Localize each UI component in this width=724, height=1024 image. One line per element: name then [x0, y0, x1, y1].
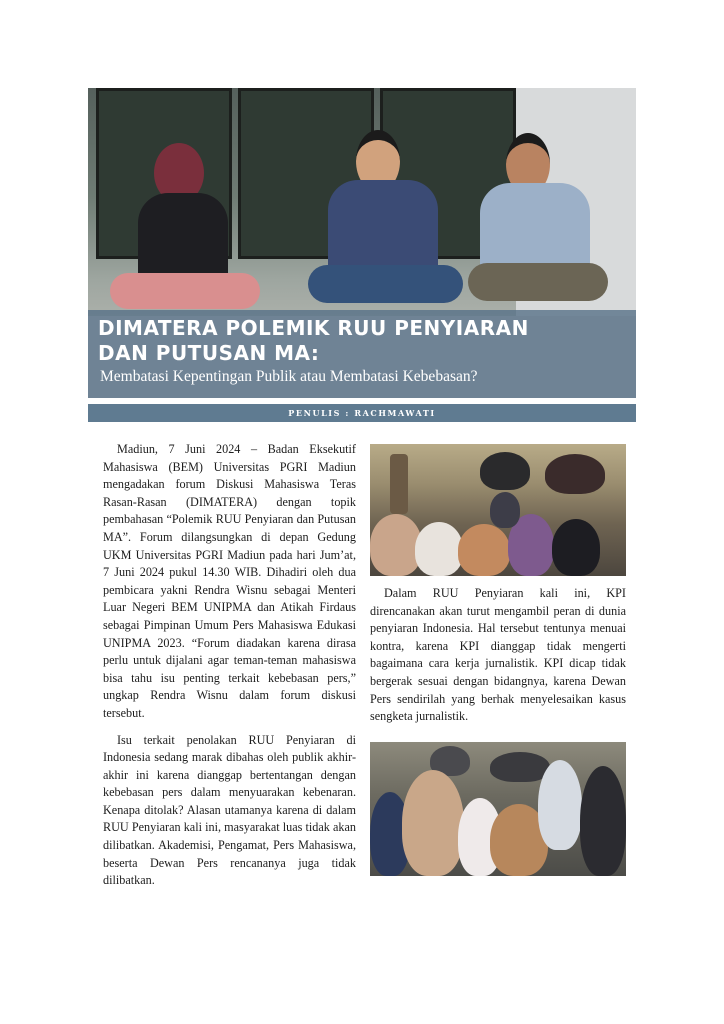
article-column-right [370, 585, 626, 726]
article-paragraph: Isu terkait penolakan RUU Penyiaran di Indonesia sedang marak dibahas oleh publik akhir-akhir ini karena dianggap bertentangan dengan kebebasan pers dalam menyuarakan kebenaran. Kenapa ditolak? Alasan utamanya karena di dalam RUU Penyiaran kali ini, masyarakat luas tidak akan dilibatkan. Akademisi, Pengamat, Pers Mahasiswa, beserta Dewan Pers rencananya juga tidak dilibatkan. [103, 732, 356, 888]
subheadline: Membatasi Kepentingan Publik atau Membatasi Kebebasan? [100, 368, 478, 385]
audience-photo-2 [370, 742, 626, 876]
hero-photo [88, 88, 636, 398]
headline [98, 316, 529, 366]
article-paragraph: Madiun, 7 Juni 2024 – Badan Eksekutif Mahasiswa (BEM) Universitas PGRI Madiun mengadakan forum Diskusi Mahasiswa Teras Rasan-Rasan (DIMATERA) dengan topik pembahasan “Polemik RUU Penyiaran dan Putusan MA”. Forum dilangsungkan di depan Gedung UKM Universitas PGRI Madiun pada hari Jum’at, 7 Juni 2024 pukul 14.30 WIB. Dihadiri oleh dua pembicara yakni Rendra Wisnu sebagai Menteri Luar Negeri BEM UNIPMA dan Atikah Firdaus sebagai Pimpinan Umum Pers Mahasiswa Edukasi UNIPMA 2023. “Forum diadakan karena dirasa perlu untuk dijalani agar teman-teman mahasiswa bisa tahu isu penting terkait kebebasan pers,” ungkap Rendra Wisnu dalam forum diskusi tersebut. [103, 442, 356, 720]
article-paragraph: Dalam RUU Penyiaran kali ini, KPI direncanakan akan turut mengambil peran di dunia penyiaran Indonesia. Hal tersebut tentunya menuai kontra, karena KPI dianggap tidak mengerti bagaimana cara kerja jurnalistik. KPI dicap tidak bergerak sesuai dengan bidangnya, karena Dewan Pers sendirilah yang berhak menyelesaikan kasus sengketa jurnalistik. [370, 586, 626, 724]
audience-photo-1 [370, 444, 626, 576]
headline-line-2: DAN PUTUSAN MA: [98, 341, 320, 365]
speaker-right [468, 133, 618, 313]
article-column-left [103, 441, 356, 899]
author-bar: PENULIS : RACHMAWATI [88, 404, 636, 422]
speaker-middle [308, 130, 468, 310]
speaker-left [110, 143, 270, 313]
headline-line-1: DIMATERA POLEMIK RUU PENYIARAN [98, 316, 529, 340]
